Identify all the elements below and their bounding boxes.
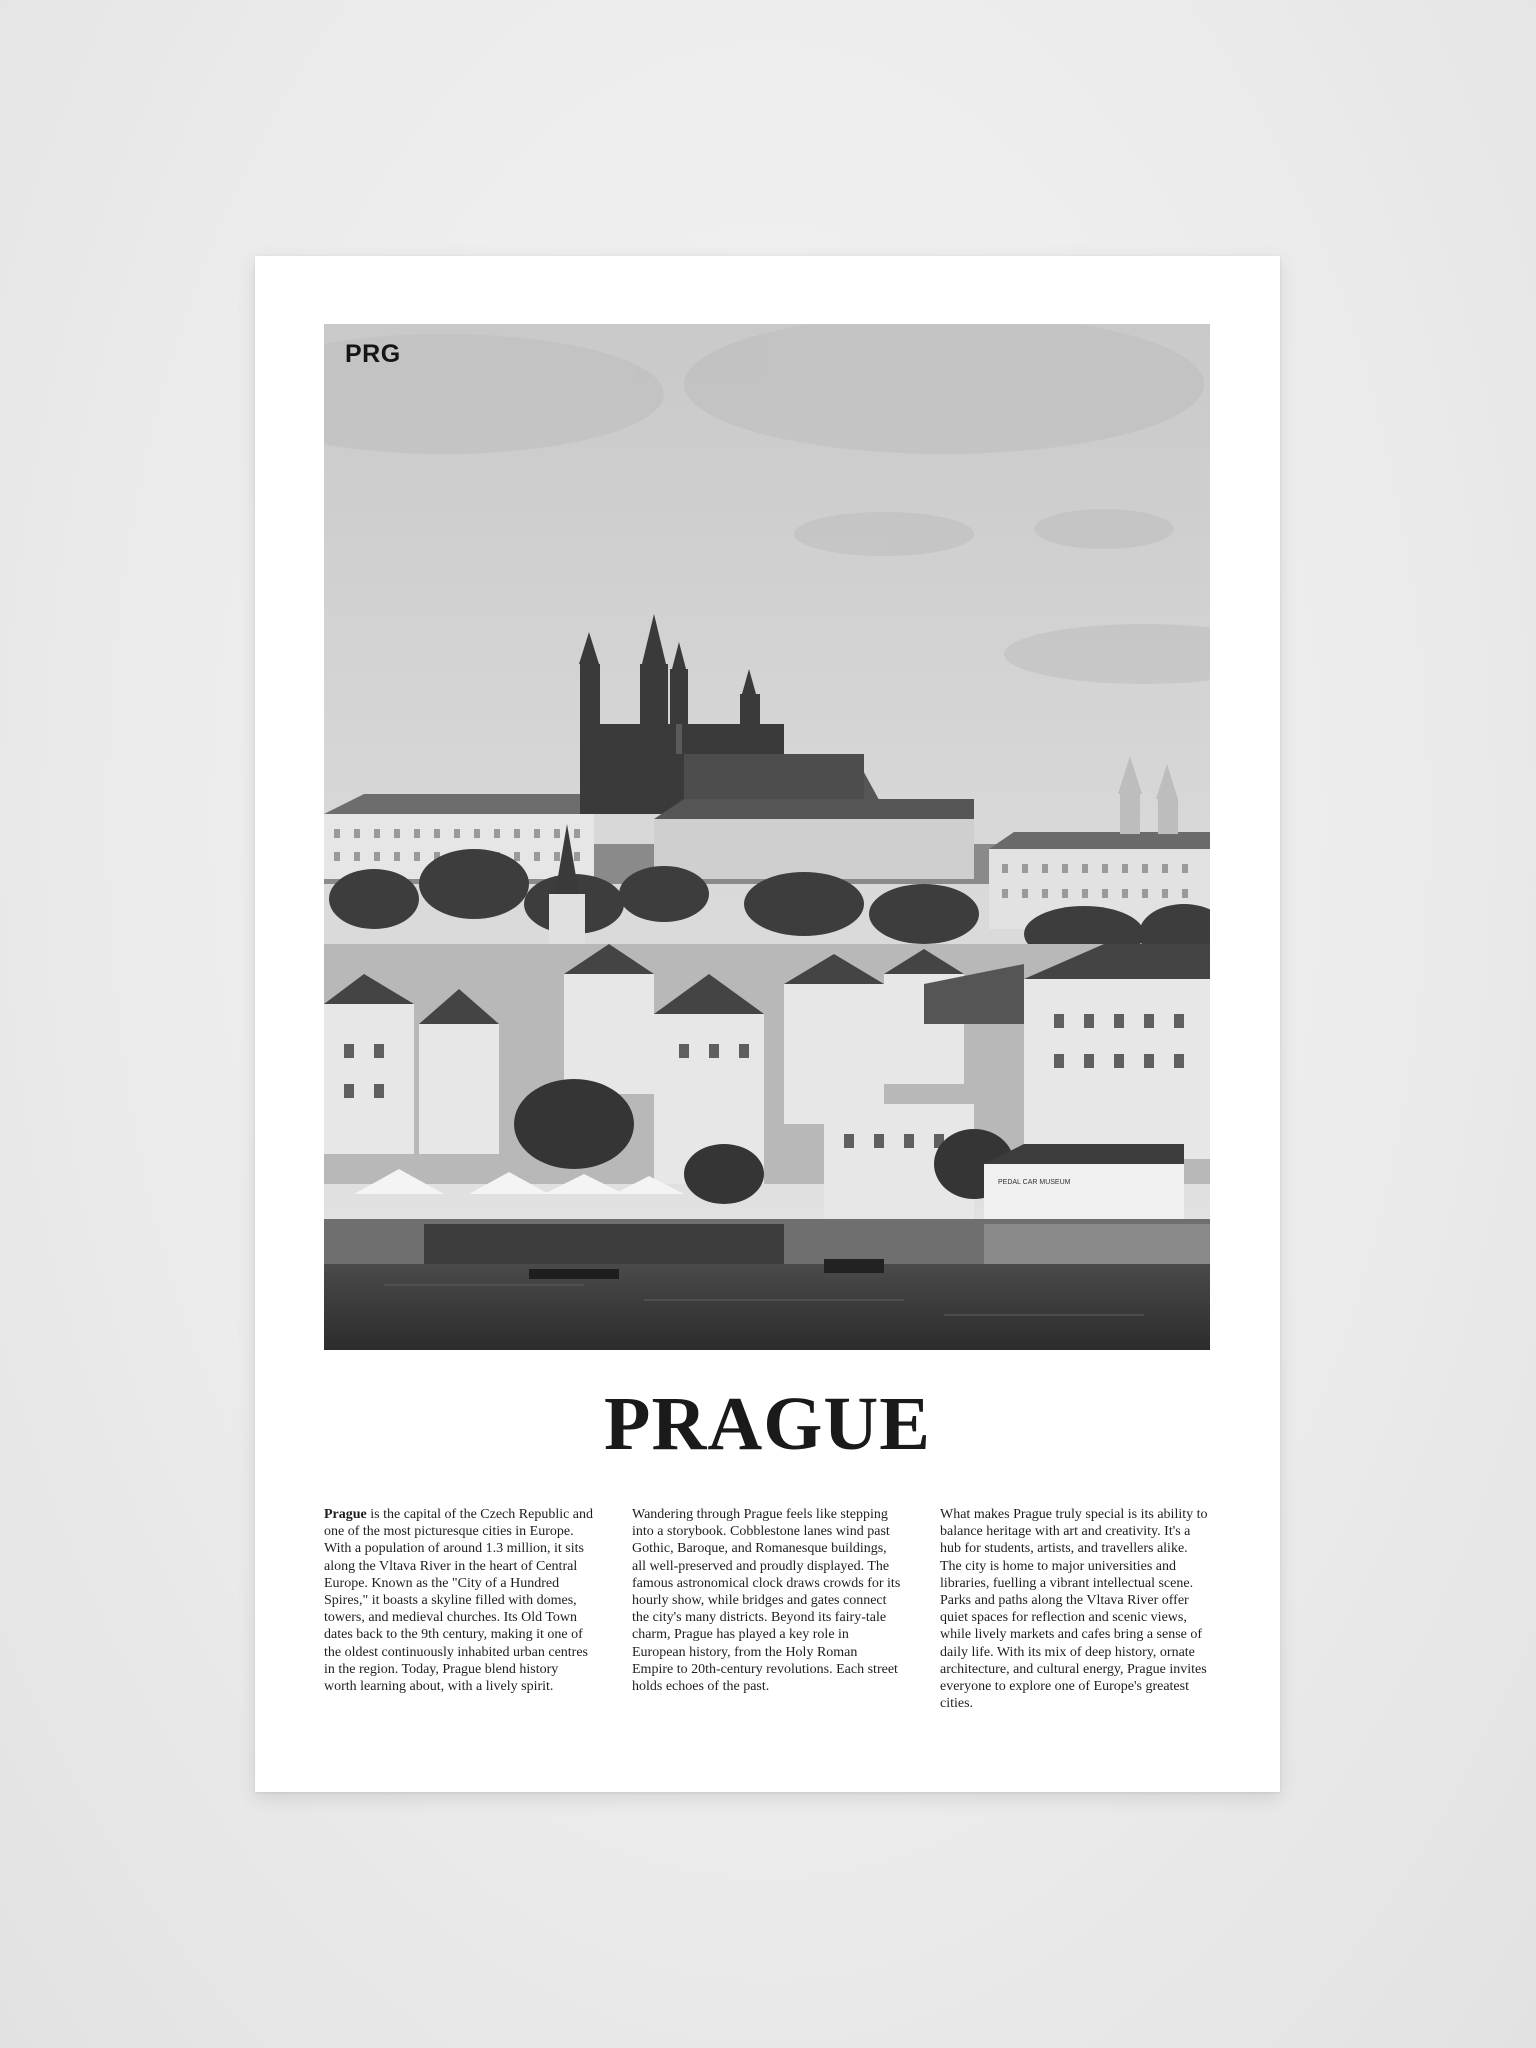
description-column-1 [324, 1506, 594, 1712]
description-column-2: Wandering through Prague feels like stepping into a storybook. Cobblestone lanes wind past Gothic, Baroque, and Romanesque buildings, all well-preserved and proudly displayed. The famous astronomical clock draws crowds for its hourly show, while bridges and gates connect the city's many districts. Beyond its fairy-tale charm, Prague has played a key role in European history, from the Holy Roman Empire to 20th-century revolutions. Each street holds echoes of the past. [632, 1507, 901, 1695]
description-columns [324, 1506, 1210, 1712]
poster [255, 256, 1280, 1792]
photo-sign-label: PEDAL CAR MUSEUM [998, 1179, 1071, 1186]
prague-castle-photo [324, 324, 1210, 1350]
column-1-lead: Prague [324, 1507, 367, 1522]
description-column-3: What makes Prague truly special is its ability to balance heritage with art and creativity. It's a hub for students, artists, and travellers alike. The city is home to major universities and libraries, fuelling a vibrant intellectual scene. Parks and paths along the Vltava River offer quiet spaces for reflection and scenic views, while lively markets and cafes bring a sense of daily life. With its mix of deep history, ornate architecture, and cultural energy, Prague invites everyone to explore one of Europe's greatest cities. [940, 1507, 1208, 1712]
poster-title: PRAGUE [604, 1382, 931, 1466]
city-code: PRG [345, 340, 401, 368]
photo-illustration [324, 324, 1210, 1350]
column-1-text: is the capital of the Czech Republic and one of the most picturesque cities in Europe. With a population of around 1.3 million, it sits along the Vltava River in the heart of Central Europe. Known as the "City of a Hundred Spires," it boasts a skyline filled with domes, towers, and medieval churches. Its Old Town dates back to the 9th century, making it one of the oldest continuously inhabited urban centres in the region. Today, Prague blend history worth learning about, with a lively spirit. [324, 1507, 594, 1695]
